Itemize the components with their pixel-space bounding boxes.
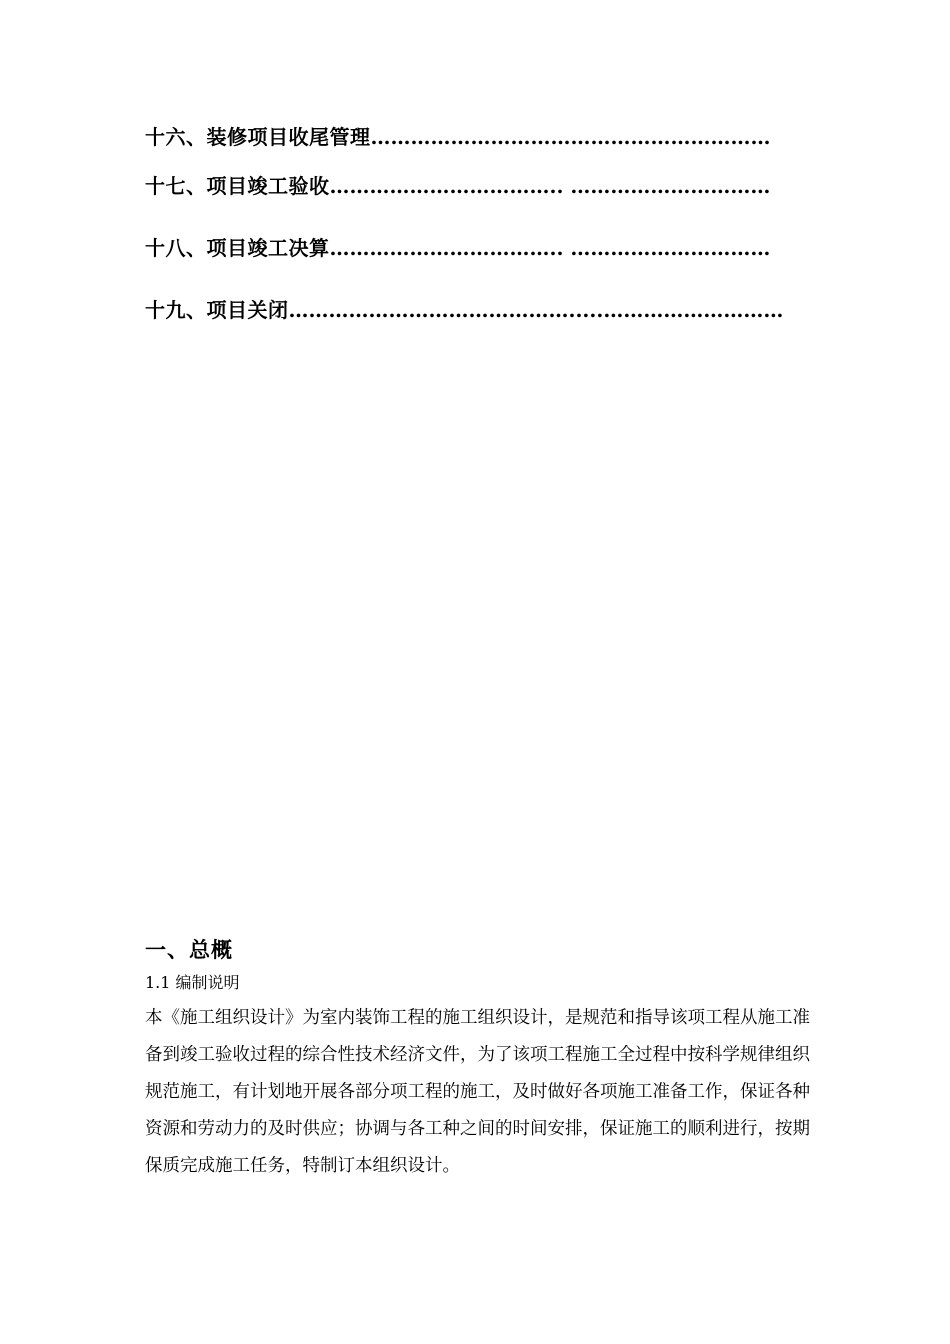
toc-entry-16[interactable]: [145, 122, 807, 152]
toc-leader-dots: …………………………….. …………………………: [329, 174, 771, 198]
toc-entry-18[interactable]: [145, 233, 807, 263]
toc-entry-label: 十七、项目竣工验收: [145, 174, 330, 198]
toc-entry-17[interactable]: [145, 171, 807, 201]
subsection-title: 1.1 编制说明: [145, 973, 240, 992]
toc-entry-19[interactable]: [145, 295, 807, 325]
toc-entry-label: 十六、装修项目收尾管理: [145, 125, 371, 149]
body-paragraph: 本《施工组织设计》为室内装饰工程的施工组织设计，是规范和指导该项工程从施工准备到竣工验收过程的综合性技术经济文件，为了该项工程施工全过程中按科学规律组织规范施工，有计划地开展各部分项工程的施工，及时做好各项施工准备工作，保证各种资源和劳动力的及时供应；协调与各工种之间的时间安排，保证施工的顺利进行，按期保质完成施工任务，特制订本组织设计。: [145, 1008, 810, 1176]
toc-leader-dots: …………………………….. …………………………: [329, 236, 771, 260]
section-overview: [145, 932, 810, 1185]
section-title: 一、总概: [145, 937, 233, 962]
toc-entry-label: 十八、项目竣工决算: [145, 236, 330, 260]
toc-leader-dots: ……………………………………………………: [370, 125, 771, 149]
toc-leader-dots: …………………………………….....………………………: [288, 298, 784, 322]
toc-entry-label: 十九、项目关闭: [145, 298, 289, 322]
